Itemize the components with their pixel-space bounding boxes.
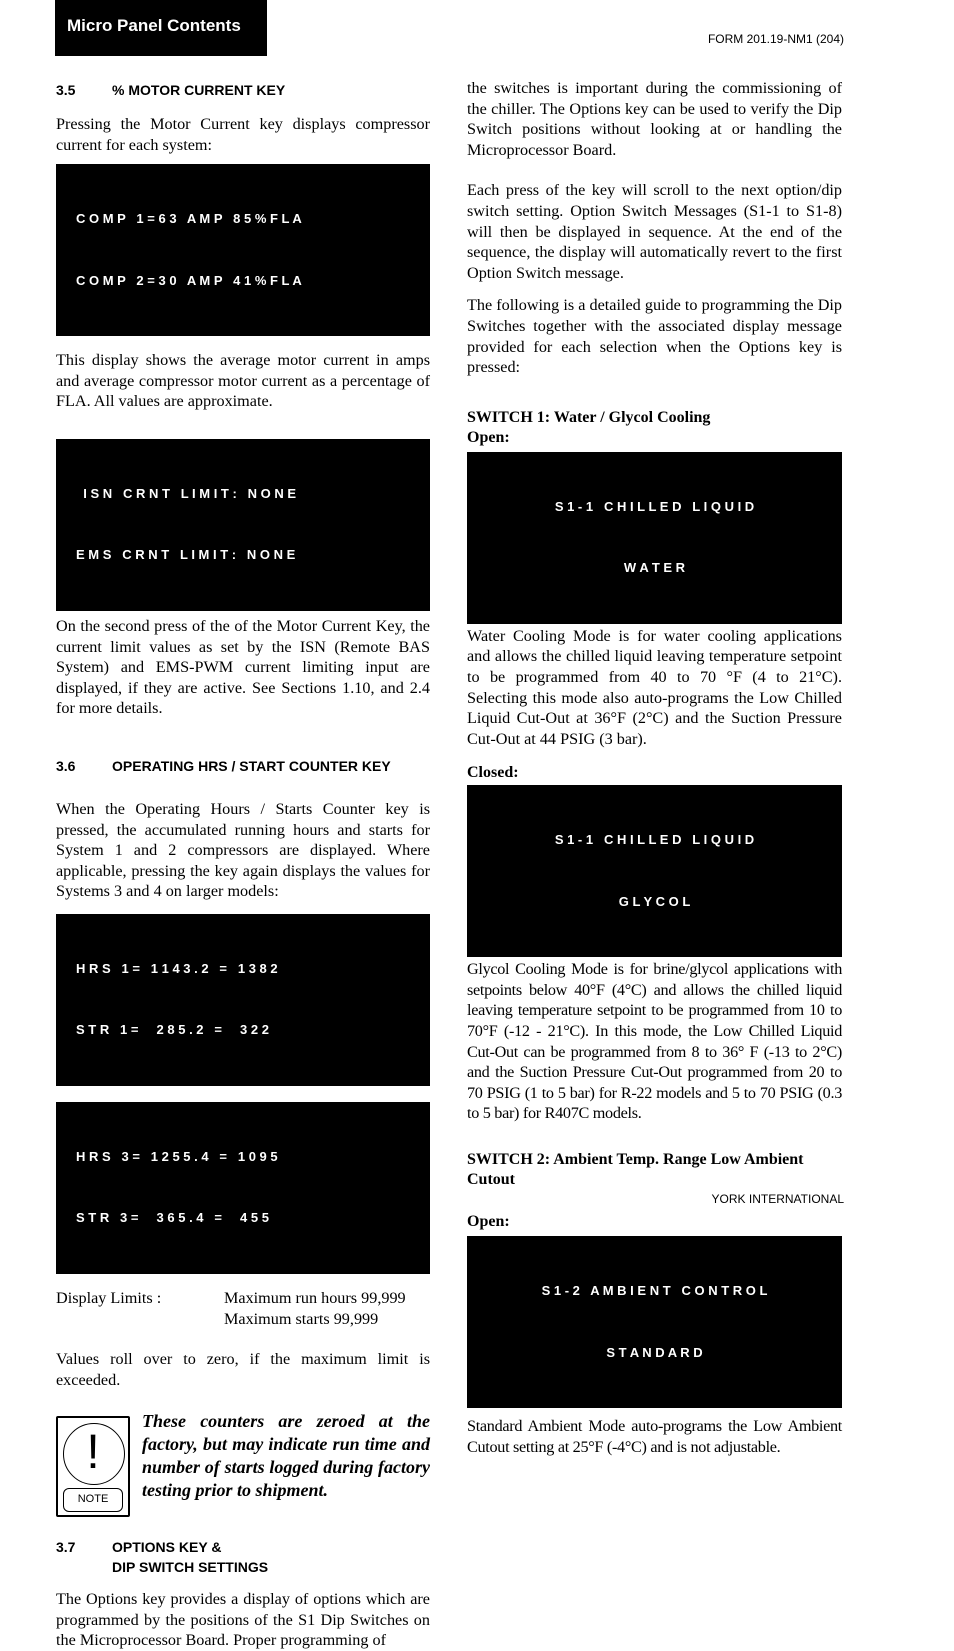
section-number: 3.5 <box>56 82 76 98</box>
lcd-line: S T R 3 = 3 6 5 . 4 = 4 5 5 <box>76 1210 269 1226</box>
lcd-line: C O M P 1 = 6 3 A M P 8 5 % F L A <box>76 211 302 227</box>
lcd-line: S 1 - 1 C H I L L E D L I Q U I D <box>554 498 755 514</box>
section-number: 3.7 <box>56 1539 76 1556</box>
lcd-line: H R S 3 = 1 2 5 5 . 4 = 1 0 9 5 <box>76 1148 278 1164</box>
lcd-display-hours-3-4 <box>56 1102 430 1274</box>
page-number: 146 <box>56 1190 80 1206</box>
limit-line: Maximum starts 99,999 <box>224 1309 379 1328</box>
note-text: These counters are zeroed at the factory, but may indicate run time and number of starts logged during factory testing prior to shipment. <box>142 1411 430 1501</box>
section-title: OPTIONS KEY & <box>112 1539 222 1556</box>
lcd-line: C O M P 2 = 3 0 A M P 4 1 % F L A <box>76 272 302 288</box>
lcd-display-motor-current <box>56 164 430 336</box>
lcd-line: W A T E R <box>623 560 686 576</box>
paragraph: Values roll over to zero, if the maximum limit is exceeded. <box>56 1350 430 1389</box>
lcd-line: S 1 - 2 A M B I E N T C O N T R O L <box>541 1283 768 1299</box>
section-title-line-2: DIP SWITCH SETTINGS <box>112 1559 269 1576</box>
lcd-line: S 1 - 1 C H I L L E D L I Q U I D <box>554 832 755 848</box>
display-limits <box>56 1288 430 1329</box>
note-warning-icon <box>56 1416 130 1517</box>
display-limits-values <box>224 1288 406 1329</box>
switch-2-open-label: Open: <box>467 1213 510 1231</box>
lcd-display-current-limit <box>56 439 430 611</box>
paragraph: Pressing the Motor Current key displays compressor current for each system: <box>56 115 430 154</box>
paragraph: the switches is important during the commissioning of the chiller. The Options key can be used to verify the Dip Switch positions without looking at or handling the Microprocessor Board. <box>467 79 842 159</box>
paragraph: Each press of the key will scroll to the next option/dip switch setting. Option Switch Messages (S1-1 to S1-8) will then be displayed in sequence. At the end of the sequence, the display will automatically revert to the first Option Switch message. <box>467 181 842 282</box>
form-number: FORM 201.19-NM1 (204) <box>707 32 844 46</box>
paragraph: Standard Ambient Mode auto-programs the Low Ambient Cutout setting at 25°F (-4°C) and is not adjustable. <box>467 1417 842 1456</box>
lcd-display-hours-1-2 <box>56 914 430 1086</box>
section-tab: Micro Panel Contents <box>55 0 267 56</box>
section-title: OPERATING HRS / START COUNTER KEY <box>112 757 391 774</box>
paragraph: The following is a detailed guide to programming the Dip Switches together with the associated display message provided for each selection when the Options key is pressed: <box>467 296 842 377</box>
section-number: 3.6 <box>56 757 76 774</box>
company-name: YORK INTERNATIONAL <box>711 1192 844 1206</box>
paragraph: This display shows the average motor current in amps and average compressor motor current as a percentage of FLA. All values are approximate. <box>56 351 430 411</box>
exclamation-icon: ! <box>86 1426 100 1480</box>
lcd-line: H R S 1 = 1 1 4 3 . 2 = 1 3 8 2 <box>76 960 278 976</box>
switch-1-open-label: Open: <box>467 428 510 446</box>
limit-line: Maximum run hours 99,999 <box>224 1288 406 1307</box>
lcd-display-s1-1-glycol <box>467 785 842 957</box>
switch-1-heading: SWITCH 1: Water / Glycol Cooling <box>467 408 711 426</box>
section-3-6-heading <box>56 756 430 776</box>
paragraph: When the Operating Hours / Starts Counter key is pressed, the accumulated running hours and starts for System 1 and 2 compressors are displayed. Where applicable, pressing the key again displays the values for Systems 3 and 4 on larger models: <box>56 799 430 901</box>
lcd-line: S T A N D A R D <box>606 1344 703 1360</box>
right-column <box>467 78 842 1457</box>
display-limits-label: Display Limits : <box>56 1288 162 1307</box>
left-column <box>56 78 430 1651</box>
section-title: % MOTOR CURRENT KEY <box>112 82 286 98</box>
paragraph: Glycol Cooling Mode is for brine/glycol applications with setpoints below 40°F (4°C) and allows the chilled liquid leaving temperature setpoint to be programmed from 10 to 70°F (-12 - 21°C). In this mode, the Low Chilled Liquid Cut-Out can be programmed from 8 to 36° F (-13 to 2°C) and the Suction Pressure Cut-Out programmed from 20 to 70 PSIG (1 to 5 bar) for R-22 models and 5 to 70 PSIG (0.3 to 5 bar) for R407C models. <box>467 960 842 1123</box>
paragraph: The Options key provides a display of options which are programmed by the positions of the S1 Dip Switches on the Microprocessor Board. Proper programming of <box>56 1590 430 1650</box>
lcd-line: S T R 1 = 2 8 5 . 2 = 3 2 2 <box>76 1022 269 1038</box>
switch-2-heading: SWITCH 2: Ambient Temp. Range Low Ambient Cutout <box>467 1151 804 1189</box>
switch-1-closed-label: Closed: <box>467 764 519 782</box>
section-3-5-heading <box>56 80 430 100</box>
paragraph: On the second press of the of the Motor Current Key, the current limit values as set by the ISN (Remote BAS System) and EMS-PWM current limiting input are displayed, if they are active. See Sections 1.10, and 2.4 for more details. <box>56 616 430 718</box>
lcd-line: E M S C R N T L I M I T : N O N E <box>76 547 296 563</box>
note-callout <box>56 1411 430 1517</box>
paragraph: Water Cooling Mode is for water cooling applications and allows the chilled liquid leaving temperature setpoint to be programmed from 40 to 70 °F (4 to 21°C). Selecting this mode also auto-programs the Low Chilled Liquid Cut-Out at 36°F (2°C) and the Suction Pressure Cut-Out at 44 PSIG (3 bar). <box>467 626 842 748</box>
lcd-line: G L Y C O L <box>618 893 691 909</box>
note-label: NOTE <box>63 1488 123 1512</box>
lcd-line: I S N C R N T L I M I T : N O N E <box>76 485 297 501</box>
lcd-display-s1-1-water <box>467 452 842 624</box>
lcd-display-s1-2-standard <box>467 1236 842 1408</box>
section-3-7-heading <box>56 1537 430 1577</box>
